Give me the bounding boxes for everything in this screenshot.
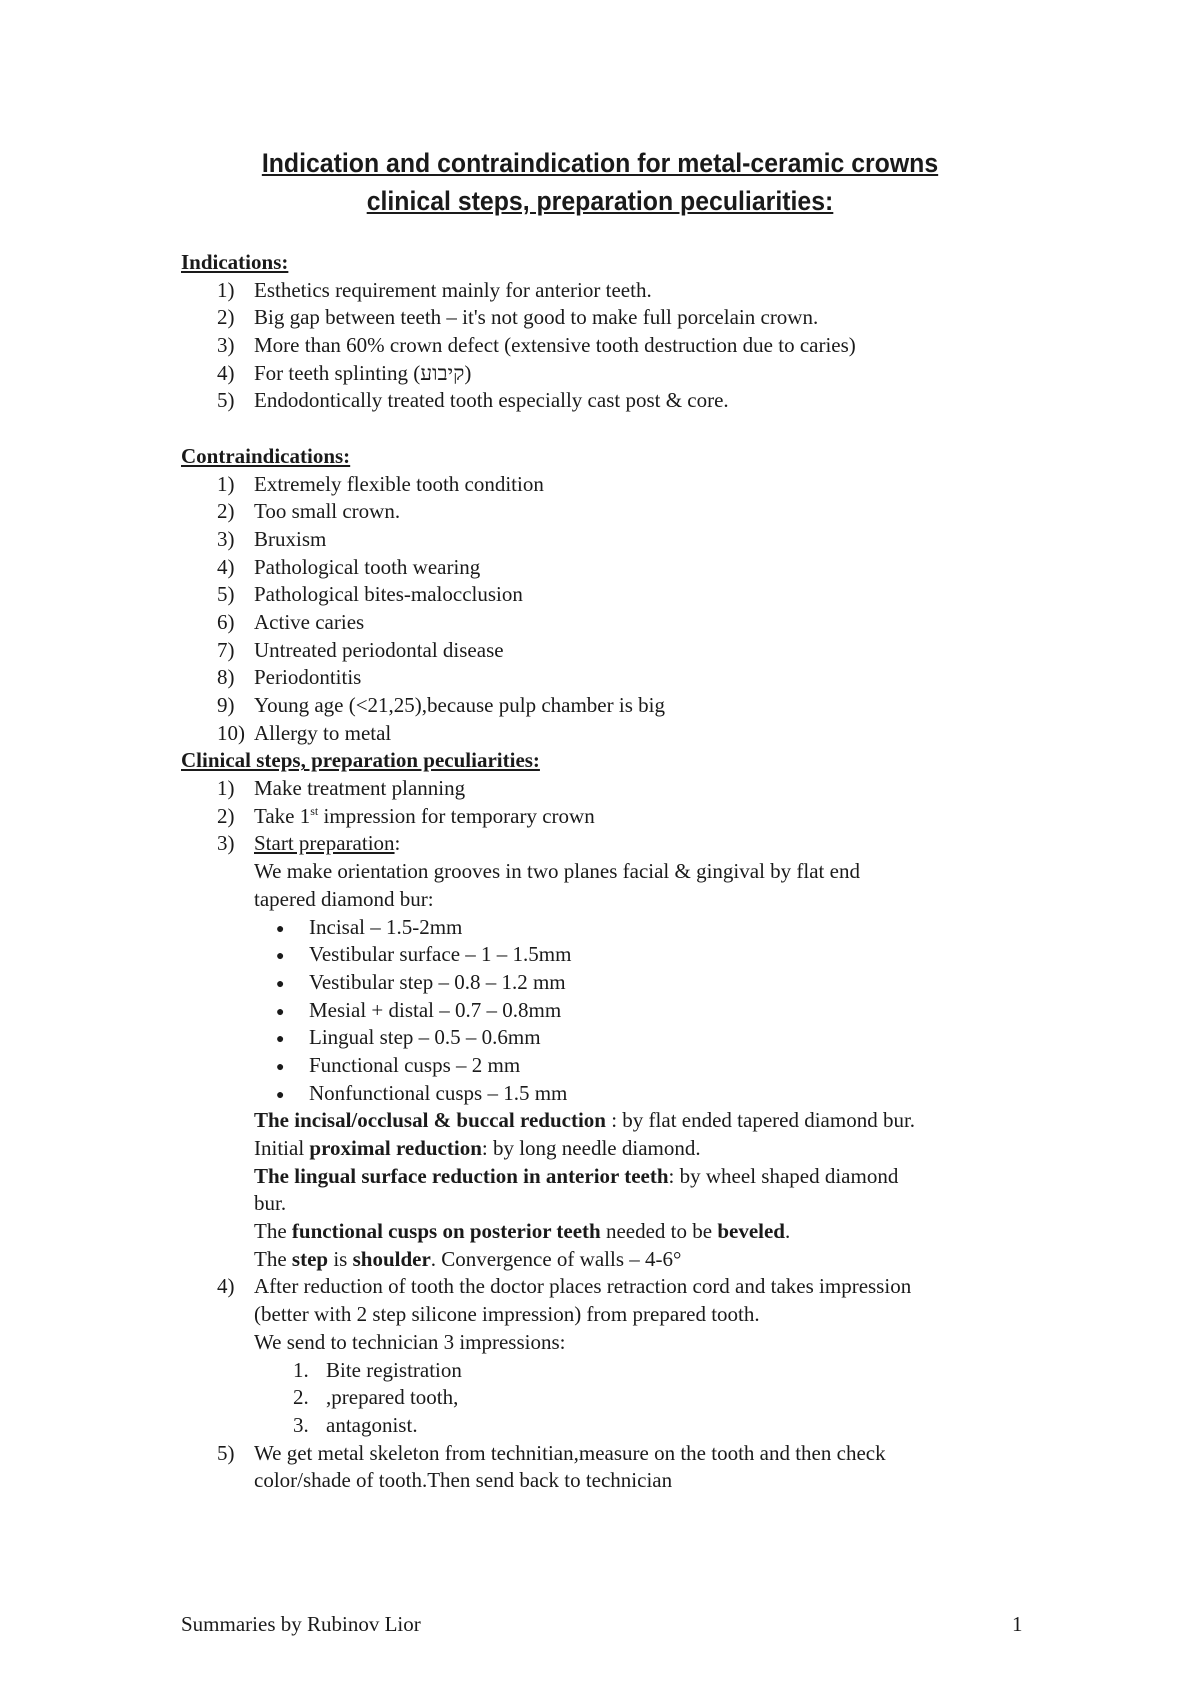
list-number: 1) xyxy=(217,471,235,496)
footer-author: Summaries by Rubinov Lior xyxy=(181,1612,421,1636)
step4-text: (better with 2 step silicone impression) from prepared tooth. xyxy=(254,1302,760,1327)
note-text: . Convergence of walls – 4-6° xyxy=(430,1246,682,1271)
list-text: After reduction of tooth the doctor places retraction cord and takes impression xyxy=(254,1274,912,1299)
list-text: Active caries xyxy=(254,609,365,634)
list-text: Young age (<21,25),because pulp chamber is big xyxy=(254,693,665,717)
note-text: . xyxy=(784,1219,791,1244)
list-text: Bruxism xyxy=(254,526,327,551)
list-number: 3) xyxy=(217,333,235,358)
bold-term: shoulder xyxy=(352,1246,431,1271)
bullet-item xyxy=(181,969,1081,997)
list-item xyxy=(181,332,1081,360)
list-text: Endodontically treated tooth especially cast post & core. xyxy=(254,388,729,413)
bullet-icon: ● xyxy=(276,976,285,992)
note-text: : by long needle diamond. xyxy=(481,1136,701,1160)
bullet-icon: ● xyxy=(276,1087,285,1103)
list-text: Pathological bites-malocclusion xyxy=(254,582,523,607)
list-number: 1) xyxy=(217,277,235,302)
list-item xyxy=(181,360,1081,388)
step2-text-a: Take 1 xyxy=(254,803,311,828)
proximal-reduction-note xyxy=(254,1135,701,1163)
bullet-item xyxy=(181,941,1081,969)
note-text: The xyxy=(254,1246,292,1271)
sub-list-text: ,prepared tooth, xyxy=(326,1385,459,1410)
list-item xyxy=(181,498,1081,526)
paragraph-line xyxy=(181,886,1081,914)
bold-term: step xyxy=(291,1246,329,1271)
paragraph-line xyxy=(181,1135,1081,1163)
list-number: 4) xyxy=(217,360,235,385)
bullet-text: Mesial + distal – 0.7 – 0.8mm xyxy=(309,997,562,1022)
bullet-item xyxy=(181,1080,1081,1108)
sub-list-number: 3. xyxy=(293,1412,309,1437)
bullet-icon: ● xyxy=(276,1004,285,1020)
bold-term: The incisal/occlusal & buccal reduction xyxy=(254,1108,606,1133)
contraindications-section xyxy=(181,443,1081,471)
list-number: 1) xyxy=(217,776,235,801)
paragraph-line xyxy=(181,858,1081,886)
step-shoulder-note xyxy=(254,1246,681,1274)
list-text xyxy=(254,830,400,858)
bold-term: The lingual surface reduction in anterior teeth xyxy=(254,1163,669,1188)
list-number: 10) xyxy=(217,720,245,745)
bold-term: proximal reduction xyxy=(309,1136,482,1160)
list-text: Extremely flexible tooth condition xyxy=(254,471,544,496)
list-text: More than 60% crown defect (extensive tooth destruction due to caries) xyxy=(254,333,856,358)
bullet-icon: ● xyxy=(276,949,285,965)
list-text: For teeth splinting (קיבוע) xyxy=(254,360,472,385)
step3-description: We make orientation grooves in two planes facial & gingival by flat end xyxy=(254,859,860,884)
ordinal-suffix: st xyxy=(310,803,319,818)
bold-term: functional cusps on posterior teeth xyxy=(291,1219,601,1244)
step5-text: color/shade of tooth.Then send back to technician xyxy=(254,1468,673,1493)
page-number: 1 xyxy=(1012,1612,1023,1636)
note-text: : by flat ended tapered diamond bur. xyxy=(605,1108,916,1133)
bullet-item xyxy=(181,997,1081,1025)
list-item xyxy=(181,581,1081,609)
list-number: 2) xyxy=(217,803,235,828)
sub-list-text: antagonist. xyxy=(326,1412,418,1437)
bullet-icon: ● xyxy=(276,1059,285,1075)
list-item xyxy=(181,664,1081,692)
step3-description: tapered diamond bur: xyxy=(254,886,434,911)
list-number: 7) xyxy=(217,637,235,662)
list-number: 2) xyxy=(217,305,235,330)
list-item xyxy=(181,830,1081,858)
paragraph-line xyxy=(181,1301,1081,1329)
list-number: 3) xyxy=(217,526,235,551)
list-text xyxy=(254,803,595,831)
functional-cusps-note xyxy=(254,1218,790,1246)
bullet-icon: ● xyxy=(276,1032,285,1048)
list-text: Allergy to metal xyxy=(254,720,392,745)
paragraph-line xyxy=(181,1329,1081,1357)
list-number: 3) xyxy=(217,831,235,856)
note-text: needed to be xyxy=(600,1219,718,1244)
list-text: Too small crown. xyxy=(254,499,401,524)
list-item xyxy=(181,803,1081,831)
list-item xyxy=(181,554,1081,582)
incisal-reduction-note xyxy=(254,1107,915,1135)
note-text: Initial xyxy=(254,1136,310,1160)
step2-text-b: impression for temporary crown xyxy=(318,803,595,828)
clinical-steps-heading: Clinical steps, preparation peculiarities: xyxy=(181,748,540,773)
indications-section xyxy=(181,249,1081,277)
bold-term: beveled xyxy=(717,1219,785,1244)
paragraph-line xyxy=(181,1246,1081,1274)
paragraph-line xyxy=(181,1107,1081,1135)
step4-text: We send to technician 3 impressions: xyxy=(254,1329,566,1354)
start-preparation-title: Start preparation xyxy=(254,831,395,856)
sub-list-text: Bite registration xyxy=(326,1357,462,1382)
list-text: Big gap between teeth – it's not good to make full porcelain crown. xyxy=(254,305,819,330)
document-title-line1: Indication and contraindication for metal-ceramic crowns xyxy=(261,148,939,178)
sub-list-item xyxy=(181,1384,1081,1412)
list-item xyxy=(181,637,1081,665)
paragraph-line xyxy=(181,1163,1081,1191)
note-text: is xyxy=(328,1246,353,1271)
list-text: Make treatment planning xyxy=(254,776,466,801)
list-text: Periodontitis xyxy=(254,665,362,690)
bullet-text: Incisal – 1.5-2mm xyxy=(309,914,463,939)
list-number: 9) xyxy=(217,693,235,717)
sub-list-number: 1. xyxy=(293,1357,309,1382)
lingual-reduction-note-cont: bur. xyxy=(254,1191,287,1216)
bullet-text: Nonfunctional cusps – 1.5 mm xyxy=(309,1080,568,1105)
list-item xyxy=(181,692,1081,720)
list-item xyxy=(181,609,1081,637)
list-item xyxy=(181,1440,1081,1468)
list-item xyxy=(181,526,1081,554)
spacer xyxy=(181,415,1081,443)
list-number: 6) xyxy=(217,609,235,634)
list-text: Untreated periodontal disease xyxy=(254,637,504,662)
list-text: Pathological tooth wearing xyxy=(254,554,481,579)
list-item xyxy=(181,1273,1081,1301)
bullet-text: Lingual step – 0.5 – 0.6mm xyxy=(309,1025,541,1050)
list-item xyxy=(181,387,1081,415)
bullet-item xyxy=(181,1024,1081,1052)
indications-heading: Indications: xyxy=(181,250,289,274)
sub-list-item xyxy=(181,1412,1081,1440)
list-number: 2) xyxy=(217,499,235,524)
list-number: 8) xyxy=(217,665,235,690)
bullet-text: Vestibular step – 0.8 – 1.2 mm xyxy=(309,969,566,994)
document-body xyxy=(181,249,1081,1495)
contraindications-heading: Contraindications: xyxy=(181,443,351,468)
list-text: Esthetics requirement mainly for anterior teeth. xyxy=(254,277,652,302)
list-item xyxy=(181,720,1081,748)
list-number: 4) xyxy=(217,1274,235,1299)
bullet-text: Vestibular surface – 1 – 1.5mm xyxy=(309,942,572,967)
paragraph-line xyxy=(181,1190,1081,1218)
title-colon: : xyxy=(394,831,401,856)
sub-list-item xyxy=(181,1357,1081,1385)
list-item xyxy=(181,304,1081,332)
list-item xyxy=(181,775,1081,803)
clinical-steps-section xyxy=(181,747,1081,775)
sub-list-number: 2. xyxy=(293,1385,309,1410)
bullet-text: Functional cusps – 2 mm xyxy=(309,1052,521,1077)
paragraph-line xyxy=(181,1218,1081,1246)
list-number: 5) xyxy=(217,1440,235,1465)
bullet-icon: ● xyxy=(276,921,285,937)
list-text: We get metal skeleton from technitian,measure on the tooth and then check xyxy=(254,1440,886,1465)
list-number: 5) xyxy=(217,582,235,607)
bullet-item xyxy=(181,914,1081,942)
list-item xyxy=(181,277,1081,305)
list-number: 5) xyxy=(217,388,235,413)
document-title-line2: clinical steps, preparation peculiarities: xyxy=(366,186,834,216)
bullet-item xyxy=(181,1052,1081,1080)
lingual-reduction-note xyxy=(254,1163,898,1191)
list-number: 4) xyxy=(217,554,235,579)
list-item xyxy=(181,471,1081,499)
note-text: : by wheel shaped diamond xyxy=(668,1163,899,1188)
paragraph-line xyxy=(181,1467,1081,1495)
note-text: The xyxy=(254,1219,292,1244)
